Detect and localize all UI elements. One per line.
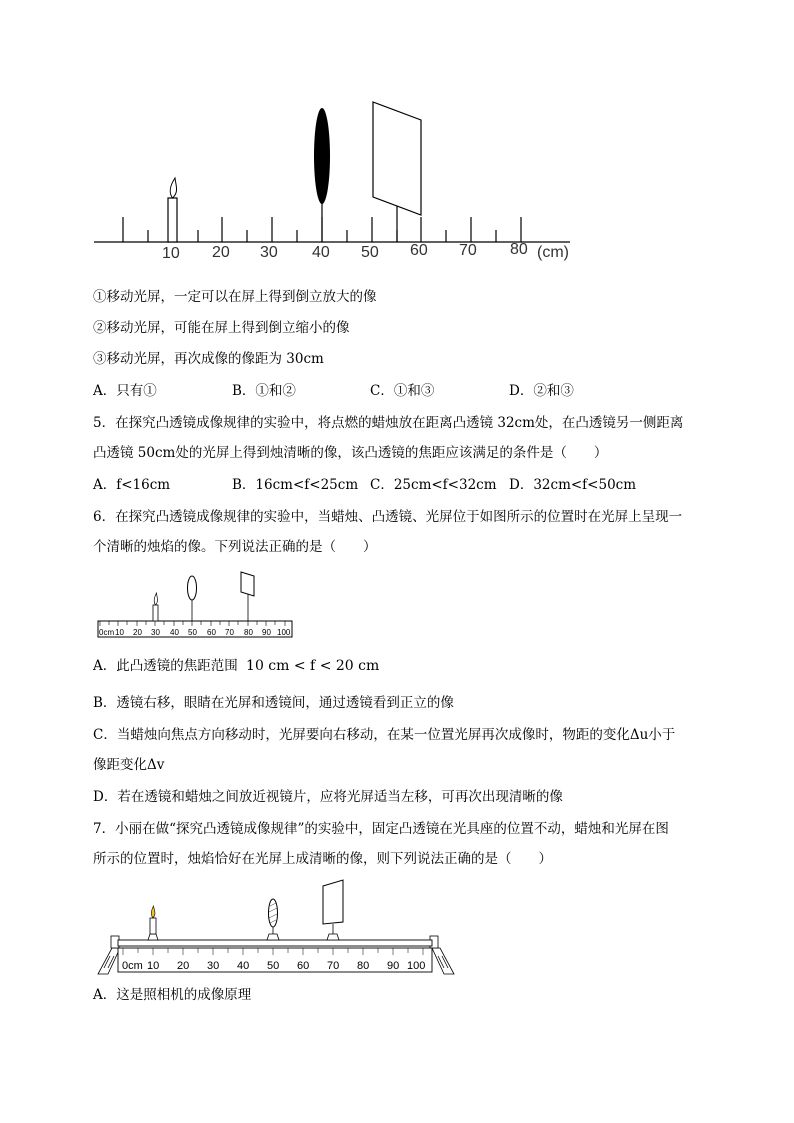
- bench-left-leg: [98, 936, 120, 974]
- bench-right-leg: [430, 936, 454, 974]
- ruler-label: 50: [188, 628, 197, 637]
- ruler-label: 80: [244, 628, 253, 637]
- ruler-label: 60: [207, 628, 216, 637]
- ruler-label: 80: [357, 960, 370, 972]
- q7-stem-line1: 7．小丽在做“探究凸透镜成像规律”的实验中，固定凸透镜在光具座的位置不动，蜡烛和光屏在图: [93, 821, 669, 837]
- ruler-label: 30: [207, 960, 220, 972]
- figure-ruler-bench-q6: [96, 570, 296, 640]
- ruler-label: 20: [177, 960, 190, 972]
- light-screen-icon: [323, 880, 343, 940]
- candle-icon: [148, 906, 158, 940]
- tick-label: 80: [510, 241, 528, 258]
- ruler-label: 90: [387, 960, 400, 972]
- statement-1: ①移动光屏，一定可以在屏上得到倒立放大的像: [93, 289, 377, 305]
- ruler-label: 50: [267, 960, 280, 972]
- q6-option-a-math: 10 cm < f < 20 cm: [246, 658, 380, 674]
- q6-stem-line2: 个清晰的烛焰的像。下列说法正确的是（ ）: [93, 539, 377, 555]
- ruler-label: 40: [170, 628, 179, 637]
- q5-stem-line2: 凸透镜 50cm处的光屏上得到烛清晰的像，该凸透镜的焦距应该满足的条件是（ ）: [93, 445, 608, 461]
- tick-label: 30: [260, 244, 278, 261]
- q5-option-a: A．f<16cm: [93, 477, 171, 493]
- ruler-label: 0cm: [122, 960, 143, 972]
- bench-rail: [118, 940, 432, 946]
- unit-label: (cm): [537, 244, 569, 261]
- ruler-label: 40: [237, 960, 250, 972]
- tick-label: 40: [312, 244, 330, 261]
- tick-label: 10: [162, 245, 180, 262]
- q6-option-c-line2: 像距变化Δv: [93, 757, 165, 773]
- ruler-label: 20: [133, 628, 142, 637]
- ruler-label: 60: [297, 960, 310, 972]
- ruler-label: 70: [327, 960, 340, 972]
- tick-label: 20: [212, 244, 230, 261]
- ruler-q6-svg: [96, 570, 296, 640]
- statement-3: ③移动光屏，再次成像的像距为 30cm: [93, 351, 324, 367]
- q4-option-a: A．只有①: [93, 383, 157, 399]
- q5-option-d: D．32cm<f<50cm: [509, 477, 637, 493]
- light-screen-icon: [241, 572, 254, 621]
- ruler-label: 10: [115, 628, 124, 637]
- q7-stem-line2: 所示的位置时，烛焰恰好在光屏上成清晰的像，则下列说法正确的是（ ）: [93, 851, 552, 867]
- q7-option-a: A．这是照相机的成像原理: [93, 987, 252, 1003]
- q5-stem-line1: 5．在探究凸透镜成像规律的实验中，将点燃的蜡烛放在距离凸透镜 32cm处，在凸透镜另一侧距离: [93, 415, 684, 431]
- candle-icon: [153, 593, 158, 621]
- q4-option-b: B．①和②: [232, 383, 296, 399]
- bench-top-svg: [90, 100, 590, 270]
- light-screen-icon: [373, 102, 421, 242]
- figure-optical-bench-q7: [96, 876, 458, 976]
- q6-option-c-line1: C．当蜡烛向焦点方向移动时，光屏要向右移动，在某一位置光屏再次成像时，物距的变化Δu小于: [93, 727, 676, 743]
- tick-label: 60: [410, 242, 428, 259]
- ruler-label: 30: [151, 628, 160, 637]
- ruler-label: 70: [225, 628, 234, 637]
- ruler-label: 0cm: [99, 628, 115, 637]
- tick-label: 70: [459, 242, 477, 259]
- ruler-label: 100: [277, 628, 291, 637]
- figure-optical-bench-top: [90, 100, 590, 270]
- q5-option-b: B．16cm<f<25cm: [232, 477, 359, 493]
- q4-option-c: C．①和③: [370, 383, 435, 399]
- ruler-label: 10: [147, 960, 160, 972]
- q6-option-d: D．若在透镜和蜡烛之间放近视镜片，应将光屏适当左移，可再次出现清晰的像: [93, 789, 563, 805]
- q6-option-a: [93, 656, 379, 676]
- q6-option-a-text: A．此凸透镜的焦距范围: [93, 658, 238, 674]
- convex-lens-icon: [267, 899, 279, 940]
- candle-icon: [168, 178, 177, 242]
- statement-2: ②移动光屏，可能在屏上得到倒立缩小的像: [93, 320, 350, 336]
- convex-lens-icon: [188, 576, 197, 621]
- convex-lens-icon: [314, 108, 330, 242]
- ruler-label: 100: [407, 960, 426, 972]
- bench-q7-svg: [96, 876, 458, 976]
- tick-label: 50: [361, 244, 379, 261]
- ruler-label: 90: [262, 628, 271, 637]
- q6-stem-line1: 6．在探究凸透镜成像规律的实验中，当蜡烛、凸透镜、光屏位于如图所示的位置时在光屏上呈现一: [93, 509, 683, 525]
- q5-option-c: C．25cm<f<32cm: [370, 477, 497, 493]
- q6-option-b: B．透镜右移，眼睛在光屏和透镜间，通过透镜看到正立的像: [93, 695, 454, 711]
- q4-option-d: D．②和③: [509, 383, 574, 399]
